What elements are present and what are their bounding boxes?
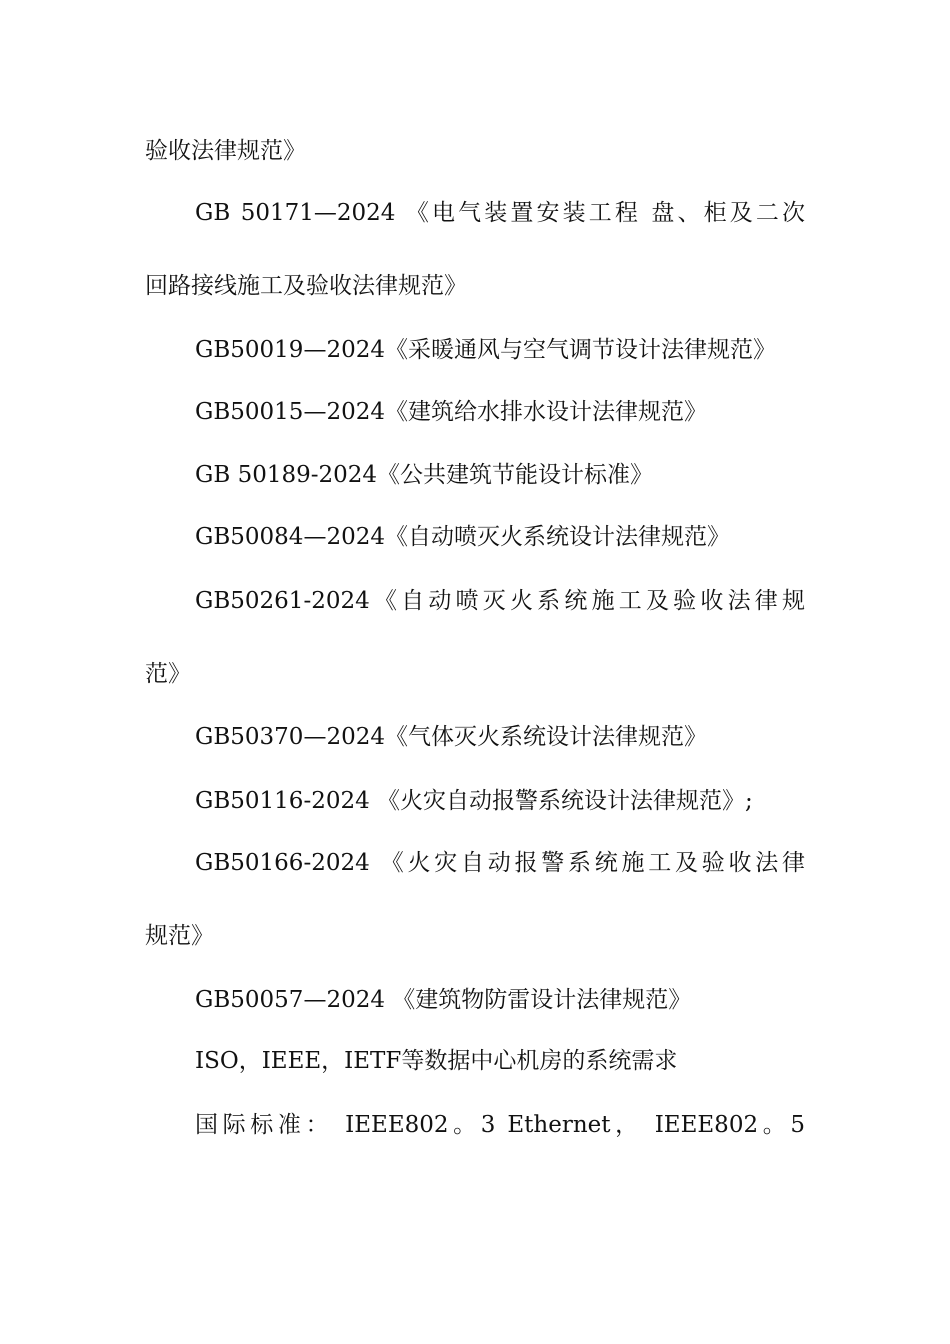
text-line: GB50057—2024 《建筑物防雷设计法律规范》 <box>195 987 692 1013</box>
text-line: ISO，IEEE，IETF等数据中心机房的系统需求 <box>195 1048 678 1074</box>
text-line: GB50261-2024《自动喷灭火系统施工及验收法律规 <box>195 588 805 614</box>
text-line: GB 50171—2024 《电气装置安装工程 盘、柜及二次 <box>195 200 805 226</box>
text-line: GB50370—2024《气体灭火系统设计法律规范》 <box>195 724 707 750</box>
text-line: GB50019—2024《采暖通风与空气调节设计法律规范》 <box>195 337 776 363</box>
text-line: 国际标准： IEEE802。3 Ethernet， IEEE802。5 <box>195 1112 805 1138</box>
text-line: 回路接线施工及验收法律规范》 <box>145 273 467 299</box>
text-line: 验收法律规范》 <box>145 138 306 164</box>
text-line: GB50084—2024《自动喷灭火系统设计法律规范》 <box>195 524 730 550</box>
text-line: 范》 <box>145 661 191 687</box>
text-line: GB 50189-2024《公共建筑节能设计标准》 <box>195 462 654 488</box>
text-line: GB50116-2024 《火灾自动报警系统设计法律规范》; <box>195 788 753 814</box>
text-line: 规范》 <box>145 923 214 949</box>
text-line: GB50015—2024《建筑给水排水设计法律规范》 <box>195 399 707 425</box>
text-line: GB50166-2024 《火灾自动报警系统施工及验收法律 <box>195 850 805 876</box>
